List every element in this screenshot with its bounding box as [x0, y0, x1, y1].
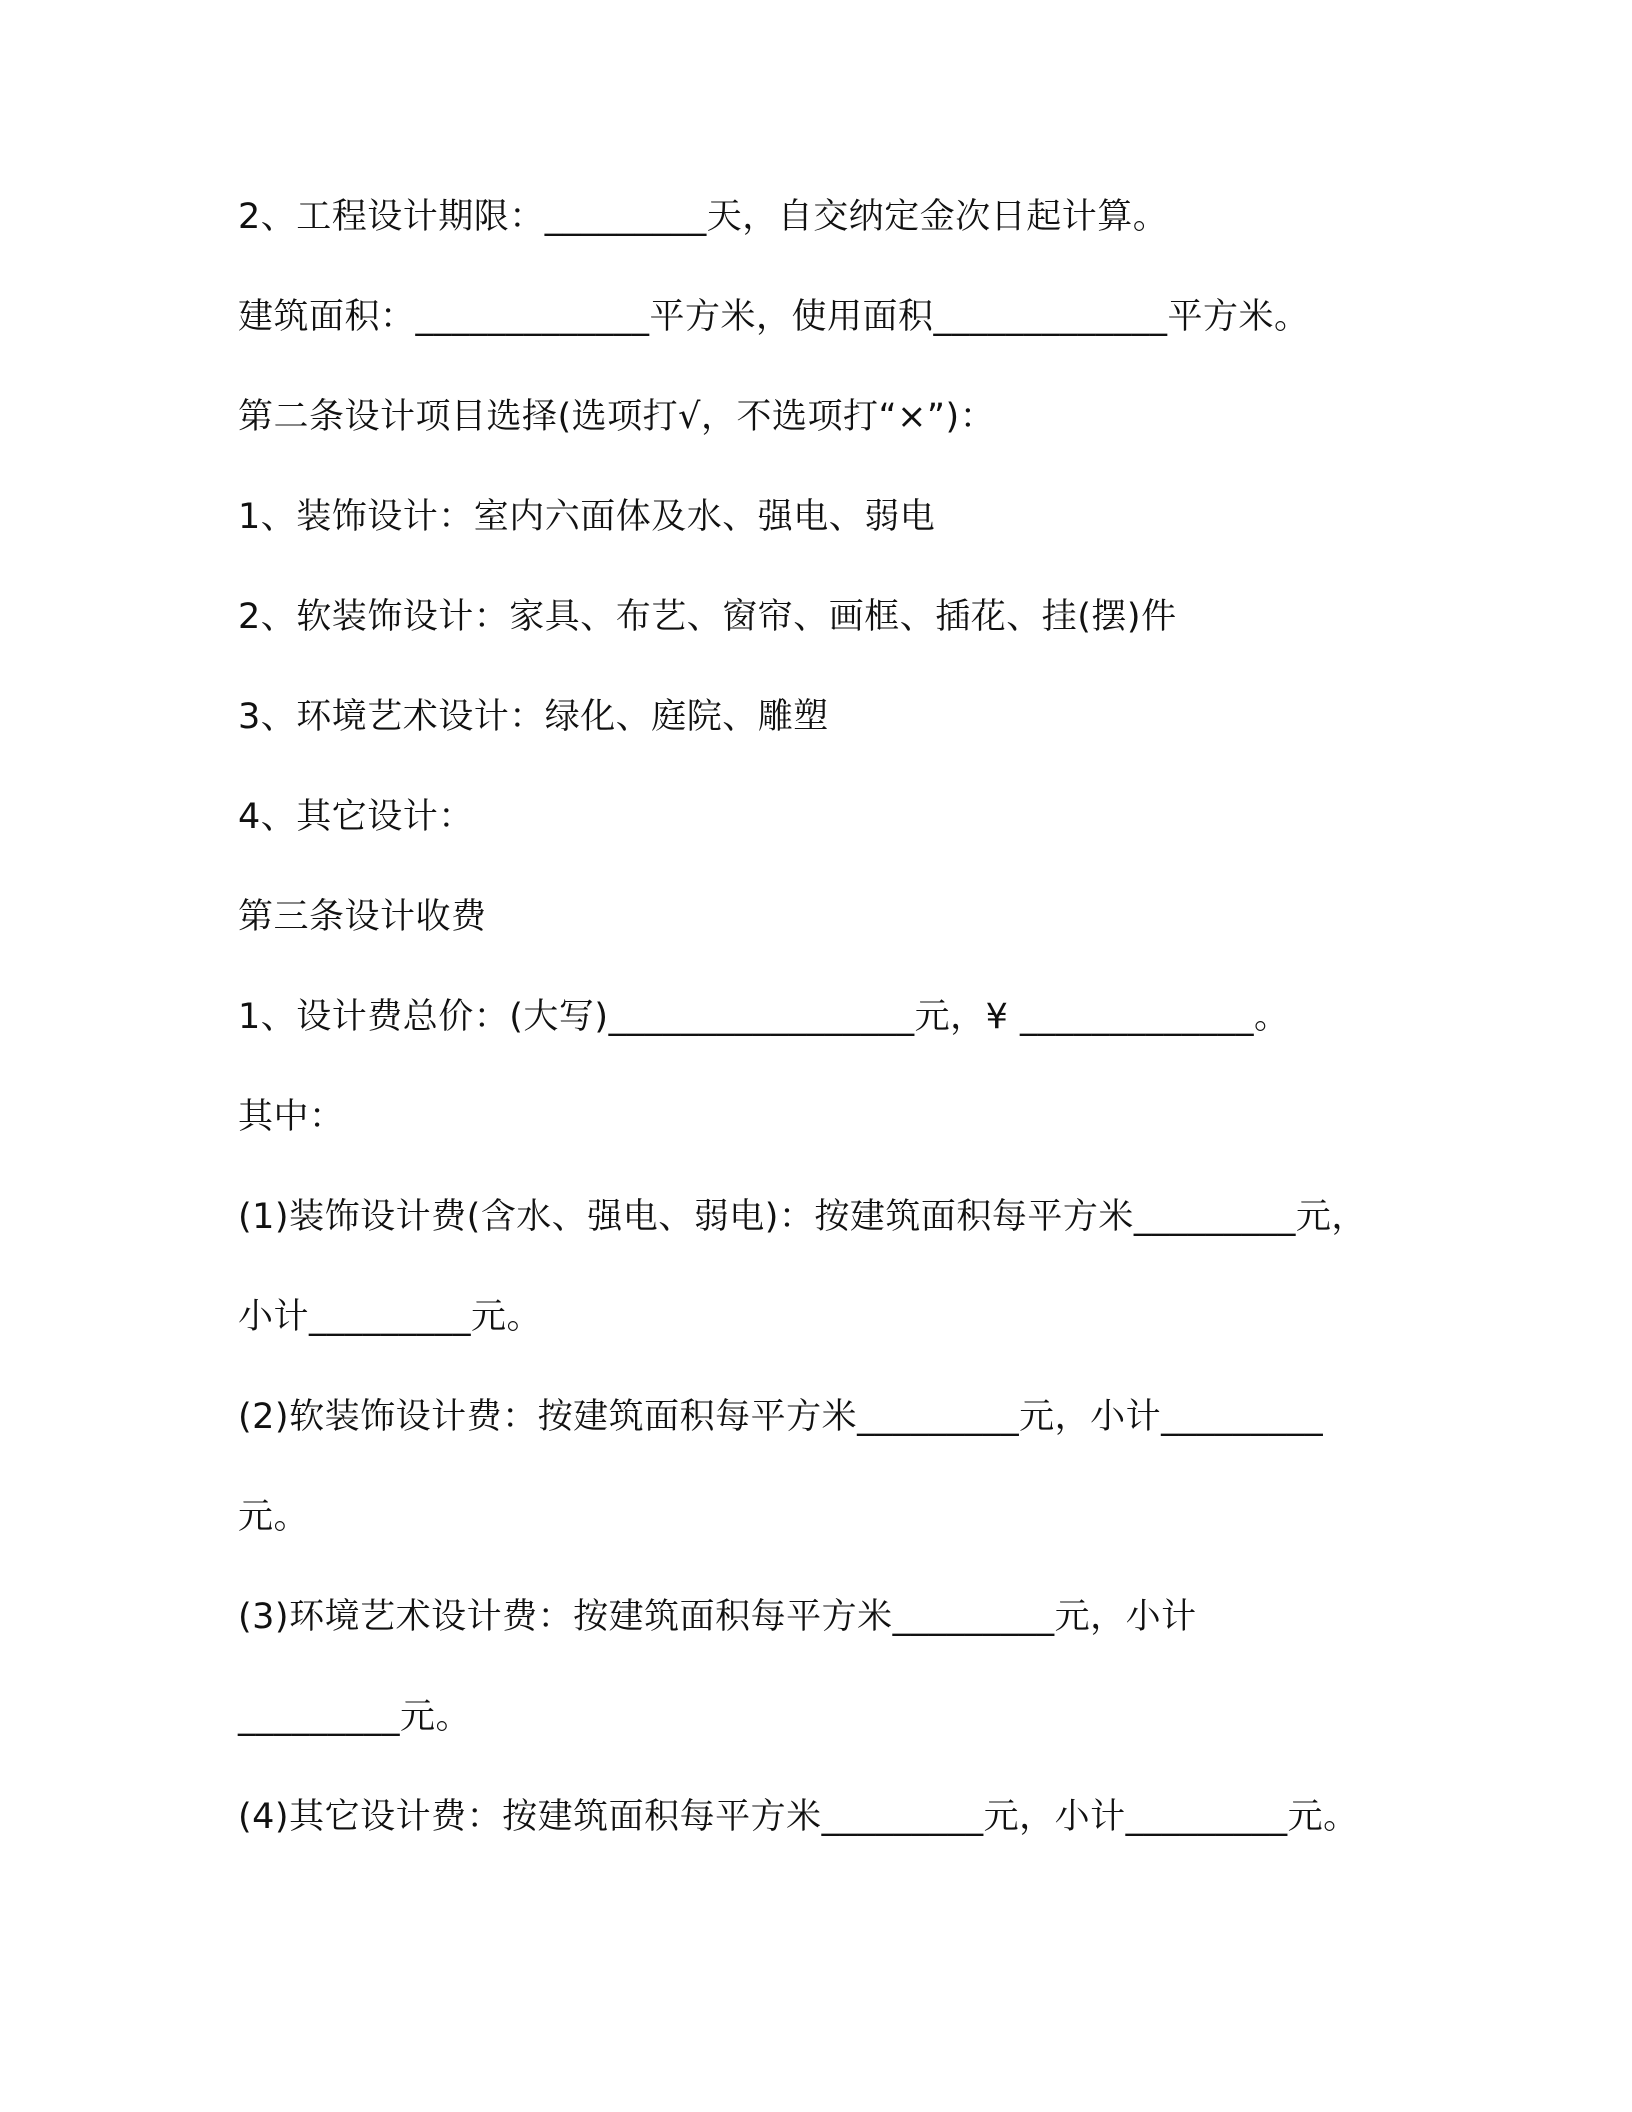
fee-environment-art-subtotal: _________元。	[238, 1697, 472, 1737]
building-area-line: 建筑面积：_____________平方米，使用面积_____________平方米。	[238, 297, 1310, 337]
item-environment-art-design: 3、环境艺术设计：绿化、庭院、雕塑	[238, 697, 829, 737]
item-other-design: 4、其它设计：	[238, 797, 474, 837]
item-soft-decoration-design: 2、软装饰设计：家具、布艺、窗帘、画框、插花、挂(摆)件	[238, 597, 1177, 637]
clause-design-period: 2、工程设计期限：_________天，自交纳定金次日起计算。	[238, 197, 1169, 237]
total-design-fee-line: 1、设计费总价：(大写)_________________元，¥ _____________。	[238, 997, 1290, 1037]
article-two-heading: 第二条设计项目选择(选项打√，不选项打“×”)：	[238, 397, 996, 437]
among-which-label: 其中：	[238, 1097, 345, 1137]
fee-environment-art-line: (3)环境艺术设计费：按建筑面积每平方米_________元，小计	[238, 1597, 1197, 1637]
article-three-heading: 第三条设计收费	[238, 897, 487, 937]
item-decoration-design: 1、装饰设计：室内六面体及水、强电、弱电	[238, 497, 936, 537]
fee-decoration-line: (1)装饰设计费(含水、强电、弱电)：按建筑面积每平方米_________元，	[238, 1197, 1367, 1237]
fee-other-design-line: (4)其它设计费：按建筑面积每平方米_________元，小计_________元。	[238, 1797, 1359, 1837]
fee-decoration-subtotal: 小计_________元。	[238, 1297, 543, 1337]
fee-soft-decoration-line: (2)软装饰设计费：按建筑面积每平方米_________元，小计_________	[238, 1397, 1324, 1437]
fee-soft-decoration-unit: 元。	[238, 1497, 310, 1537]
